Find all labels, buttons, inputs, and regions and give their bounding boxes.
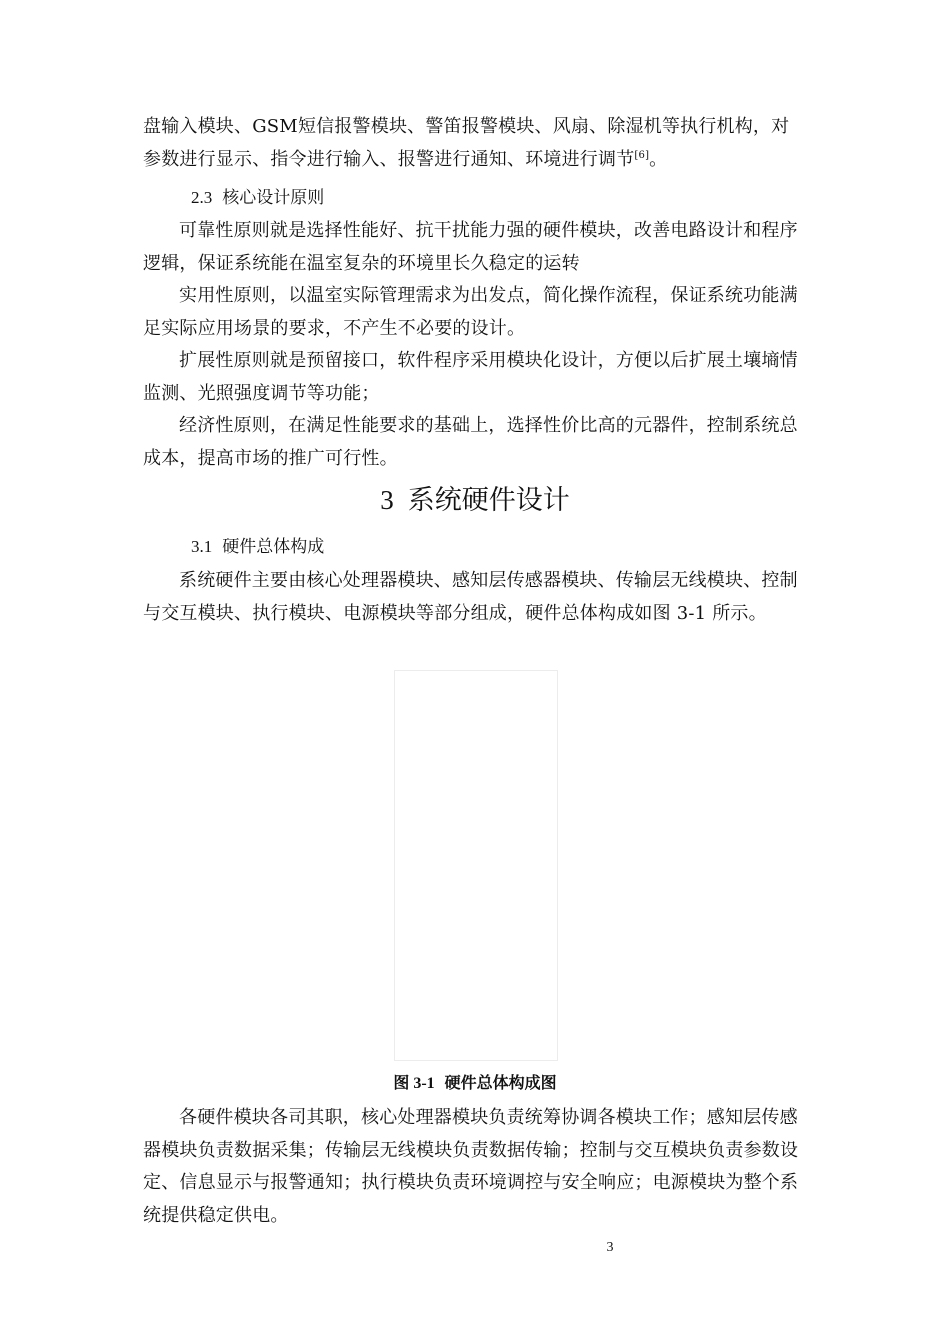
hardware-intro-block bbox=[143, 565, 807, 630]
continuation-paragraph bbox=[143, 111, 807, 176]
continuation-text: 盘输入模块、GSM短信报警模块、警笛报警模块、风扇、除湿机等执行机构，对参数进行显示、指令进行输入、报警进行通知、环境进行调节 bbox=[143, 116, 790, 170]
principle-economy: 经济性原则，在满足性能要求的基础上，选择性价比高的元器件，控制系统总成本，提高市场的推广可行性。 bbox=[143, 415, 798, 469]
citation-marker: [6] bbox=[634, 149, 650, 161]
figure-3-1-image bbox=[394, 670, 558, 1061]
principle-extensibility: 扩展性原则就是预留接口，软件程序采用模块化设计，方便以后扩展土壤墒情监测、光照强度调节等功能； bbox=[143, 350, 798, 404]
section-2-3-title: 核心设计原则 bbox=[222, 188, 325, 208]
section-2-3-number: 2.3 bbox=[191, 188, 213, 207]
section-3-1-number: 3.1 bbox=[191, 537, 213, 556]
chapter-3-number: 3 bbox=[380, 485, 394, 515]
chapter-3-title-text: 系统硬件设计 bbox=[407, 485, 570, 516]
figure-caption-text: 硬件总体构成图 bbox=[444, 1073, 557, 1092]
hardware-intro-paragraph: 系统硬件主要由核心处理器模块、感知层传感器模块、传输层无线模块、控制与交互模块、执行模块、电源模块等部分组成，硬件总体构成如图 3-1 所示。 bbox=[143, 570, 798, 624]
continuation-tail: 。 bbox=[649, 148, 668, 170]
hardware-summary-block bbox=[143, 1102, 807, 1232]
figure-number: 图 3-1 bbox=[393, 1075, 435, 1092]
chapter-3-title bbox=[0, 482, 950, 519]
figure-3-1-caption bbox=[0, 1070, 950, 1097]
principles-block bbox=[143, 215, 807, 475]
section-3-1-heading bbox=[191, 535, 324, 559]
hardware-summary-paragraph: 各硬件模块各司其职，核心处理器模块负责统筹协调各模块工作；感知层传感器模块负责数据采集；传输层无线模块负责数据传输；控制与交互模块负责参数设定、信息显示与报警通知；执行模块负责环境调控与安全响应；电源模块为整个系统提供稳定供电。 bbox=[143, 1107, 799, 1226]
section-2-3-heading bbox=[191, 186, 324, 210]
principle-reliability: 可靠性原则就是选择性能好、抗干扰能力强的硬件模块，改善电路设计和程序逻辑，保证系统能在温室复杂的环境里长久稳定的运转 bbox=[143, 220, 798, 274]
continuation-block bbox=[143, 111, 807, 176]
page-number: 3 bbox=[606, 1240, 614, 1255]
principle-practicality: 实用性原则，以温室实际管理需求为出发点，简化操作流程，保证系统功能满足实际应用场景的要求，不产生不必要的设计。 bbox=[143, 285, 798, 339]
section-3-1-title: 硬件总体构成 bbox=[222, 537, 325, 557]
